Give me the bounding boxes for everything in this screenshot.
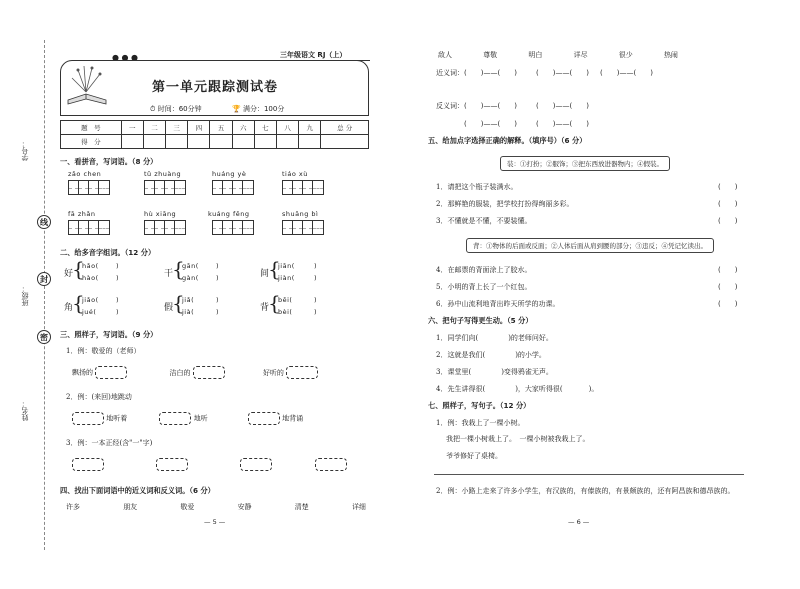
answer-grid[interactable] (68, 180, 110, 195)
answer-grid[interactable] (282, 180, 324, 195)
page-number-left: — 5 — (204, 518, 226, 526)
answer-paren[interactable]: ( ) (718, 283, 738, 291)
seal-line: 线 (37, 215, 51, 229)
ex3-row (72, 458, 347, 471)
fill-box[interactable] (193, 366, 225, 379)
answer-paren[interactable]: ( ) (718, 183, 738, 191)
antonym-label: 反义词： (436, 102, 464, 110)
section4-title: 四、找出下面词语中的近义词和反义词。（6 分） (60, 486, 215, 495)
exam-time: ⏱ 时间：60分钟 (150, 105, 202, 113)
class-label: 班级： (21, 285, 29, 306)
fill-box[interactable] (159, 412, 191, 425)
answer-grid[interactable] (212, 180, 254, 195)
name-label: 姓名： (21, 400, 29, 421)
fill-box[interactable] (248, 412, 280, 425)
section2-title: 二、给多音字组词。（12 分） (60, 248, 156, 257)
example3: 3．例：一本正经(含"一"字) (66, 439, 153, 447)
fill-box[interactable] (286, 366, 318, 379)
section5-title: 五、给加点字选择正确的解释。（填序号）（6 分） (428, 136, 587, 145)
book-illustration-icon (64, 64, 110, 108)
ex1-row: 飘扬的 洁白的 好听的 (72, 366, 318, 379)
fill-box[interactable] (156, 458, 188, 471)
fill-box[interactable] (95, 366, 127, 379)
binding-line (44, 40, 45, 550)
page-number-right: — 6 — (568, 518, 590, 526)
clock-icon: ⏱ (150, 105, 156, 113)
seal-fold: 封 (37, 272, 51, 286)
score-header-row: 题 号 一 二 三 四 五 六 七 八 九 总 分 (61, 121, 369, 135)
s6-q2: 2．这就是我们( )的小学。 (436, 351, 546, 359)
section1-title: 一、看拼音，写词语。（8 分） (60, 157, 158, 166)
seal-secret: 密 (37, 330, 51, 344)
answer-grid[interactable] (144, 220, 186, 235)
example1: 1．例：敬爱的（老师） (66, 347, 141, 355)
polyphone-groups: 好 { hǎo( ) hào( ) 干 { gān( ) gàn( ) 间 { jiān( ) jiàn( ) 角 { jiǎo( ) jué( ) 假 { jiǎ( ) jià( ) 背 { bēi( ) bèi( ) (64, 257, 318, 316)
section3-title: 三、照样子，写词语。（9 分） (60, 330, 158, 339)
word-list-right: 敌人 尊敬 明白 详尽 很少 热闹 (438, 51, 678, 59)
page-title: 第一单元跟踪测试卷 (152, 80, 279, 95)
header-dots-decoration: ● ● ● (112, 53, 139, 62)
ex2-row: 地听着 地听 地背诵 (72, 412, 303, 425)
answer-paren[interactable]: ( ) (718, 217, 738, 225)
definition-banner-zhuang: 装：①打扮；②服饰；③把东西放进器物内；④假装。 (500, 156, 670, 171)
score-value-row: 得 分 (61, 135, 369, 149)
fill-box[interactable] (72, 412, 104, 425)
section7-title: 七、照样子，写句子。（12 分） (428, 401, 531, 410)
answer-paren[interactable]: ( ) (718, 200, 738, 208)
s6-q1: 1．同学们向( )的老师问好。 (436, 334, 553, 342)
grade-label: 三年级语文 RJ（上） (280, 51, 347, 59)
word-list-left: 许多 朋友 敬爱 安静 清楚 详细 (66, 503, 366, 511)
full-score: 🏆 满分：100分 (232, 105, 285, 113)
example2: 2．例：(来回)地跳动 (66, 393, 132, 401)
answer-paren[interactable]: ( ) (718, 300, 738, 308)
fill-box[interactable] (240, 458, 272, 471)
s6-q3: 3．课堂里( )变得鸦雀无声。 (436, 368, 553, 376)
answer-grid[interactable] (282, 220, 324, 235)
answer-grid[interactable] (68, 220, 110, 235)
student-id-label: 学号： (21, 140, 29, 161)
trophy-icon: 🏆 (232, 105, 241, 113)
fill-box[interactable] (315, 458, 347, 471)
section6-title: 六、把句子写得更生动。（5 分） (428, 316, 533, 325)
score-table (60, 120, 369, 149)
s6-q4: 4．先生讲得很( )，大家听得很( )。 (436, 385, 599, 393)
answer-line[interactable] (434, 474, 744, 475)
synonym-label: 近义词： (436, 69, 464, 77)
answer-grid[interactable] (212, 220, 254, 235)
answer-paren[interactable]: ( ) (718, 266, 738, 274)
fill-box[interactable] (72, 458, 104, 471)
definition-banner-bei: 背：①物体的后面或反面；②人体后面从肩到腰的部分；③违反；④凭记忆读出。 (466, 238, 714, 253)
answer-grid[interactable] (144, 180, 186, 195)
